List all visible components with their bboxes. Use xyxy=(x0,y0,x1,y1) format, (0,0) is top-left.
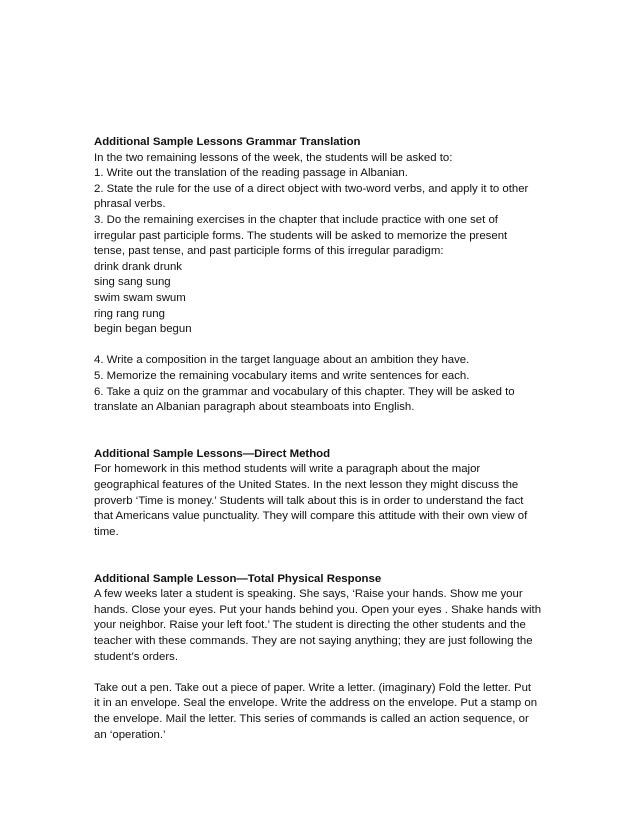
section-heading-total-physical-response: Additional Sample Lesson—Total Physical Response xyxy=(94,572,382,585)
paragraph-line: irregular past participle forms. The students will be asked to memorize the present xyxy=(94,229,508,242)
document-body xyxy=(94,135,554,743)
paragraph-line: Take out a pen. Take out a piece of paper. Write a letter. (imaginary) Fold the letter. Put xyxy=(94,681,532,694)
paragraph-line: tense, past tense, and past participle forms of this irregular paradigm: xyxy=(94,245,444,258)
list-item: 3. Do the remaining exercises in the chapter that include practice with one set of xyxy=(94,213,498,226)
list-item: 4. Write a composition in the target language about an ambition they have. xyxy=(94,354,470,367)
spacer xyxy=(94,540,554,571)
list-item: 5. Memorize the remaining vocabulary items and write sentences for each. xyxy=(94,369,470,382)
paragraph-line: In the two remaining lessons of the week, the students will be asked to: xyxy=(94,151,453,164)
section-heading-direct-method: Additional Sample Lessons—Direct Method xyxy=(94,447,331,460)
paragraph-line: proverb ‘Time is money.’ Students will talk about this is in order to understand the fact xyxy=(94,494,524,507)
spacer xyxy=(94,416,554,447)
paragraph-line: the envelope. Mail the letter. This series of commands is called an action sequence, or xyxy=(94,712,529,725)
spacer xyxy=(94,665,554,681)
paradigm-line: begin began begun xyxy=(94,323,192,336)
paradigm-line: sing sang sung xyxy=(94,276,171,289)
spacer xyxy=(94,338,554,354)
list-item: 1. Write out the translation of the reading passage in Albanian. xyxy=(94,167,408,180)
paragraph-line: that Americans value punctuality. They will compare this attitude with their own view of xyxy=(94,510,528,523)
paragraph-line: hands. Close your eyes. Put your hands behind you. Open your eyes . Shake hands with xyxy=(94,603,542,616)
paragraph-line: translate an Albanian paragraph about steamboats into English. xyxy=(94,401,415,414)
section-heading-grammar-translation: Additional Sample Lessons Grammar Translation xyxy=(94,136,361,148)
paragraph-line: time. xyxy=(94,525,119,538)
paragraph-line: your neighbor. Raise your left foot.’ The student is directing the other students and the xyxy=(94,619,526,632)
list-item: 2. State the rule for the use of a direct object with two-word verbs, and apply it to other xyxy=(94,182,529,195)
paragraph-line: phrasal verbs. xyxy=(94,198,166,211)
paragraph-line: an ‘operation.’ xyxy=(94,728,166,741)
list-item: 6. Take a quiz on the grammar and vocabulary of this chapter. They will be asked to xyxy=(94,385,515,398)
paragraph-line: teacher with these commands. They are not saying anything; they are just following the xyxy=(94,635,533,647)
paragraph-line: A few weeks later a student is speaking. She says, ‘Raise your hands. Show me your xyxy=(94,588,523,601)
paradigm-line: drink drank drunk xyxy=(94,260,183,273)
paragraph-line: geographical features of the United States. In the next lesson they might discuss the xyxy=(94,479,519,492)
paragraph-line: student’s orders. xyxy=(94,650,179,663)
paradigm-line: ring rang rung xyxy=(94,307,165,320)
paradigm-line: swim swam swum xyxy=(94,291,186,304)
paragraph-line: it in an envelope. Seal the envelope. Write the address on the envelope. Put a stamp on xyxy=(94,697,538,710)
paragraph-line: For homework in this method students will write a paragraph about the major xyxy=(94,463,481,476)
